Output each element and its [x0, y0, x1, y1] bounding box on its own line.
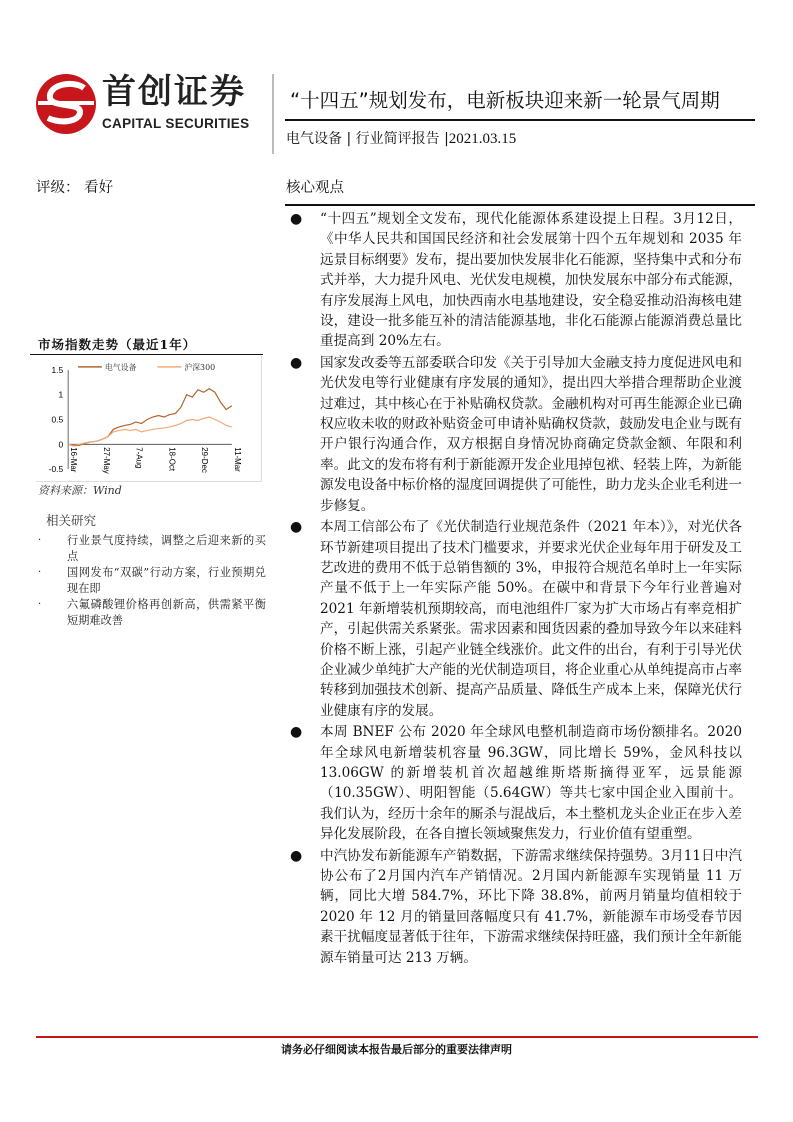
core-point — [285, 353, 742, 516]
core-point — [285, 722, 742, 844]
footer-disclaimer: 请务必仔细阅读本报告最后部分的重要法律声明 — [281, 1043, 512, 1056]
y-tick-label: -0.5 — [48, 464, 64, 475]
bullet: · — [38, 567, 42, 578]
point-text: 国家发改委等五部委联合印发《关于引导加大金融支持力度促进风电和光伏发电等行业健康有序发展的通知》，提出四大举措合理帮助企业渡过难过，其中核心在于补贴确权贷款。金融机构对可再生能源企业已确权应收未收的财政补贴资金可申请补贴确权贷款，鼓励发电企业与既有开户银行沟通合作，双方根据自身情况协商确定贷款金额、年限和利率。此文的发布将有利于新能源开发企业甩掉包袱、轻装上阵，为新能源发电设备中标价格的湿度回调提供了可能性，助力龙头企业毛利进一步修复。 — [320, 354, 742, 514]
core-point — [285, 209, 742, 352]
point-text: “十四五”规划全文发布，现代化能源体系建设提上日程。3月12日，《中华人民共和国国民经济和社会发展第十四个五年规划和 2035 年远景目标纲要》发布，提出要加快发展非化石能源，坚持集中式和分布式并举，大力提升风电、光伏发电规模，加快发展东中部分布式能源，有序发展海上风电，加快西南水电基地建设，安全稳妥推动沿海核电建设，建设一批多能互补的清洁能源基地，非化石能源占能源消费总量比重提高到 20%左右。 — [320, 211, 742, 350]
x-tick-label: 27-May — [101, 447, 111, 474]
related-item[interactable] — [38, 565, 266, 597]
industry: 电气设备 — [286, 131, 342, 147]
core-points — [285, 209, 742, 969]
chart-source: 资料来源：Wind — [38, 484, 122, 497]
section-rule — [285, 204, 755, 206]
y-tick-label: 0.5 — [51, 414, 64, 425]
x-tick-label: 11-Mar — [232, 447, 242, 472]
bullet-icon: ● — [290, 354, 303, 371]
market-index-chart — [36, 356, 262, 482]
x-tick-label: 16-Mar — [69, 447, 79, 473]
rating — [36, 178, 113, 198]
chart-title: 市场指数走势（最近1年） — [38, 337, 197, 352]
logo-chinese-name: 首创证券 — [102, 72, 246, 112]
bullet-icon: ● — [290, 847, 303, 864]
related-item[interactable] — [38, 597, 266, 629]
bullet-icon: ● — [290, 211, 303, 227]
related-link[interactable]: 行业景气度持续，调整之后迎来新的买点 — [67, 534, 266, 563]
related-research-title: 相关研究 — [46, 513, 97, 528]
separator: | — [342, 131, 356, 147]
bullet: · — [38, 535, 42, 546]
chart-rule — [30, 354, 263, 355]
x-tick-label: 18-Oct — [167, 447, 177, 472]
legend-label: 电气设备 — [104, 362, 137, 372]
title-rule — [285, 119, 755, 121]
bullet-icon: ● — [290, 519, 303, 536]
y-tick-label: 1 — [58, 389, 64, 400]
rating-value: 看好 — [84, 180, 114, 196]
bullet: · — [38, 599, 42, 610]
report-type: 行业简评报告 — [355, 131, 440, 147]
x-tick-label: 29-Dec — [200, 447, 210, 473]
y-tick-label: 1.5 — [51, 364, 64, 375]
core-point — [285, 846, 742, 968]
footer-rule — [36, 1036, 758, 1038]
point-text: 本周工信部公布了《光伏制造行业规范条件（2021 年本）》，对光伏各环节新建项目提出了技术门槛要求，并要求光伏企业每年用于研发及工艺改进的费用不低于总销售额的 3%，申报符合规范名单时上一年实际产量不低于上一年实际产能 50%。在碳中和背景下今年行业普遍对 2021 年新增装机预期较高，而电池组件厂家为扩大市场占有率竞相扩产，引起供需关系紧张。需求因素和囤货因素的叠加导致今年以来硅料价格不断上涨，引起产业链全线涨价。此文件的出台，有利于引导光伏企业减少单纯扩大产能的光伏制造项目，将企业重心从单纯提高市占率转移到加强技术创新、提高产品质量、降低生产成本上来，保障光伏行业健康有序的发展。 — [320, 519, 742, 719]
section-title: 核心观点 — [286, 180, 344, 196]
point-text: 中汽协发布新能源车产销数据，下游需求继续保持强势。3月11日中汽协公布了2月国内汽车产销情况。2月国内新能源车实现销量 11 万辆，同比大增 584.7%，环比下降 38.8%，前两月销量均值相较于 2020 年 12 月的销量回落幅度只有 41.7%，新能源车市场受春节因素干扰幅度显著低于往年，下游需求继续保持旺盛，我们预计全年新能源车销量可达 213 万辆。 — [320, 847, 742, 966]
logo-english-name: CAPITAL SECURITIES — [102, 116, 250, 131]
report-meta — [286, 129, 516, 149]
core-point — [285, 517, 742, 721]
related-link[interactable]: 国网发布“双碳”行动方案，行业预期兑现在即 — [67, 566, 266, 595]
related-link[interactable]: 六氟磷酸锂价格再创新高，供需紧平衡短期难改善 — [67, 598, 266, 627]
legend-label: 沪深300 — [184, 362, 216, 372]
related-item[interactable] — [38, 533, 266, 565]
point-text: 本周 BNEF 公布 2020 年全球风电整机制造商市场份额排名。2020 年全球风电新增装机容量 96.3GW，同比增长 59%，金风科技以 13.06GW 的新增装机首次超越维斯塔斯摘得亚军，远景能源（10.35GW）、明阳智能（5.64GW）等共七家中国企业入围前十。我们认为，经历十余年的厮杀与混战后，本土整机龙头企业正在步入差异化发展阶段，在各自擅长领域聚焦发力，行业价值有望重塑。 — [320, 724, 742, 843]
bullet-icon: ● — [290, 724, 303, 741]
separator: | — [439, 131, 449, 147]
rating-label: 评级： — [36, 180, 80, 196]
x-tick-label: 7-Aug — [134, 447, 144, 469]
series-line-hs300 — [68, 417, 232, 445]
y-tick-label: 0 — [58, 439, 64, 450]
report-title: “十四五”规划发布，电新板块迎来新一轮景气周期 — [290, 89, 720, 112]
report-date: 2021.03.15 — [448, 131, 517, 147]
header-divider — [272, 74, 274, 154]
